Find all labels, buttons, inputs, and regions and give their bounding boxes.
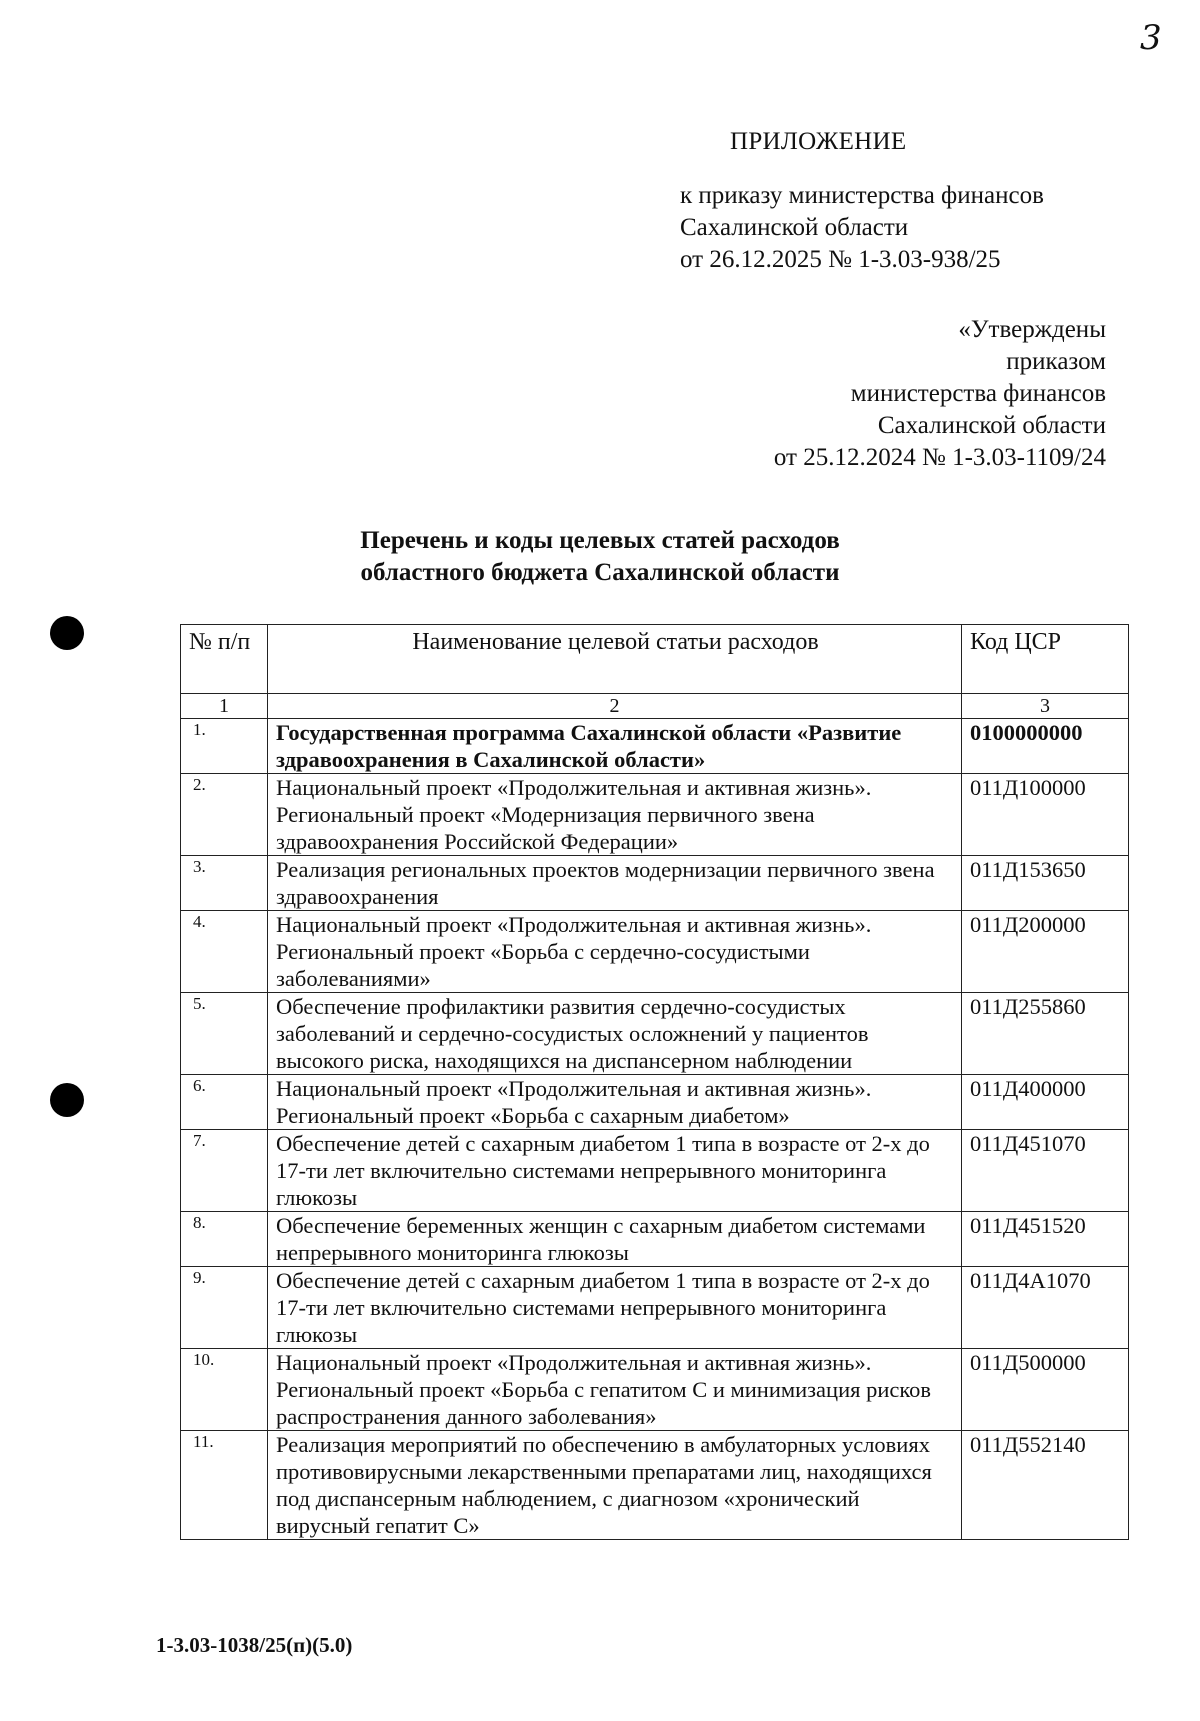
column-number: 3 [962, 694, 1129, 719]
column-number: 1 [181, 694, 268, 719]
table-row [181, 993, 1129, 1075]
row-number: 3. [181, 856, 268, 911]
appendix-title: ПРИЛОЖЕНИЕ [730, 128, 907, 155]
table-row [181, 856, 1129, 911]
row-number: 6. [181, 1075, 268, 1130]
row-number: 4. [181, 911, 268, 993]
punch-hole-top [50, 616, 84, 650]
table-row [181, 911, 1129, 993]
approval-block [774, 314, 1106, 474]
header-code: Код ЦСР [962, 625, 1129, 694]
page-number-mark: 3 [1140, 18, 1162, 58]
row-number: 10. [181, 1349, 268, 1431]
row-code: 011Д4А1070 [962, 1267, 1129, 1349]
document-title [0, 525, 1200, 589]
row-code: 011Д100000 [962, 774, 1129, 856]
row-code: 011Д200000 [962, 911, 1129, 993]
row-name: Реализация мероприятий по обеспечению в амбулаторных условиях противовирусными лекарственными препаратами лиц, находящихся под диспансерным наблюдением, с диагнозом «хронический вирусный гепатит С» [268, 1431, 962, 1540]
approval-line: от 25.12.2024 № 1-3.03-1109/24 [773, 444, 1106, 471]
appendix-reference [680, 180, 1044, 276]
approval-line: «Утверждены [958, 316, 1106, 343]
table-row [181, 774, 1129, 856]
table-row [181, 1130, 1129, 1212]
row-number: 5. [181, 993, 268, 1075]
approval-line: приказом [1006, 348, 1106, 375]
row-code: 011Д153650 [962, 856, 1129, 911]
row-name: Государственная программа Сахалинской области «Развитие здравоохранения в Сахалинской области» [268, 719, 962, 774]
row-number: 1. [181, 719, 268, 774]
row-code: 011Д500000 [962, 1349, 1129, 1431]
column-number: 2 [268, 694, 962, 719]
row-number: 2. [181, 774, 268, 856]
row-number: 11. [181, 1431, 268, 1540]
row-code: 011Д451070 [962, 1130, 1129, 1212]
table-row [181, 1431, 1129, 1540]
row-name: Обеспечение детей с сахарным диабетом 1 типа в возрасте от 2-х до 17-ти лет включительно системами непрерывного мониторинга глюкозы [268, 1130, 962, 1212]
table-row [181, 1267, 1129, 1349]
document-title-line: областного бюджета Сахалинской области [360, 559, 840, 586]
header-number: № п/п [181, 625, 268, 694]
table-row [181, 719, 1129, 774]
appendix-line: от 26.12.2025 № 1-3.03-938/25 [680, 246, 1001, 273]
row-name: Обеспечение детей с сахарным диабетом 1 типа в возрасте от 2-х до 17-ти лет включительно системами непрерывного мониторинга глюкозы [268, 1267, 962, 1349]
header-name: Наименование целевой статьи расходов [268, 625, 962, 694]
document-registration-code: 1-3.03-1038/25(п)(5.0) [156, 1633, 353, 1657]
row-name: Национальный проект «Продолжительная и активная жизнь». Региональный проект «Модернизация первичного звена здравоохранения Российской Федерации» [268, 774, 962, 856]
row-code: 0100000000 [962, 719, 1129, 774]
row-code: 011Д552140 [962, 1431, 1129, 1540]
table-row [181, 1212, 1129, 1267]
approval-line: Сахалинской области [877, 412, 1106, 439]
table-row [181, 1349, 1129, 1431]
table-row [181, 1075, 1129, 1130]
row-name: Национальный проект «Продолжительная и активная жизнь». Региональный проект «Борьба с гепатитом С и минимизация рисков распространения данного заболевания» [268, 1349, 962, 1431]
row-name: Обеспечение беременных женщин с сахарным диабетом системами непрерывного мониторинга глюкозы [268, 1212, 962, 1267]
punch-hole-bottom [50, 1083, 84, 1117]
document-title-line: Перечень и коды целевых статей расходов [360, 527, 840, 554]
row-number: 8. [181, 1212, 268, 1267]
row-number: 7. [181, 1130, 268, 1212]
approval-line: министерства финансов [850, 380, 1106, 407]
row-number: 9. [181, 1267, 268, 1349]
row-code: 011Д400000 [962, 1075, 1129, 1130]
row-name: Национальный проект «Продолжительная и активная жизнь». Региональный проект «Борьба с сахарным диабетом» [268, 1075, 962, 1130]
row-name: Национальный проект «Продолжительная и активная жизнь». Региональный проект «Борьба с сердечно-сосудистыми заболеваниями» [268, 911, 962, 993]
appendix-line: Сахалинской области [680, 214, 909, 241]
row-code: 011Д255860 [962, 993, 1129, 1075]
row-code: 011Д451520 [962, 1212, 1129, 1267]
appendix-line: к приказу министерства финансов [680, 182, 1044, 209]
row-name: Обеспечение профилактики развития сердечно-сосудистых заболеваний и сердечно-сосудистых осложнений у пациентов высокого риска, находящихся на диспансерном наблюдении [268, 993, 962, 1075]
table-header-row [181, 625, 1129, 694]
row-name: Реализация региональных проектов модернизации первичного звена здравоохранения [268, 856, 962, 911]
expense-codes-table [180, 624, 1129, 1540]
column-number-row [181, 694, 1129, 719]
